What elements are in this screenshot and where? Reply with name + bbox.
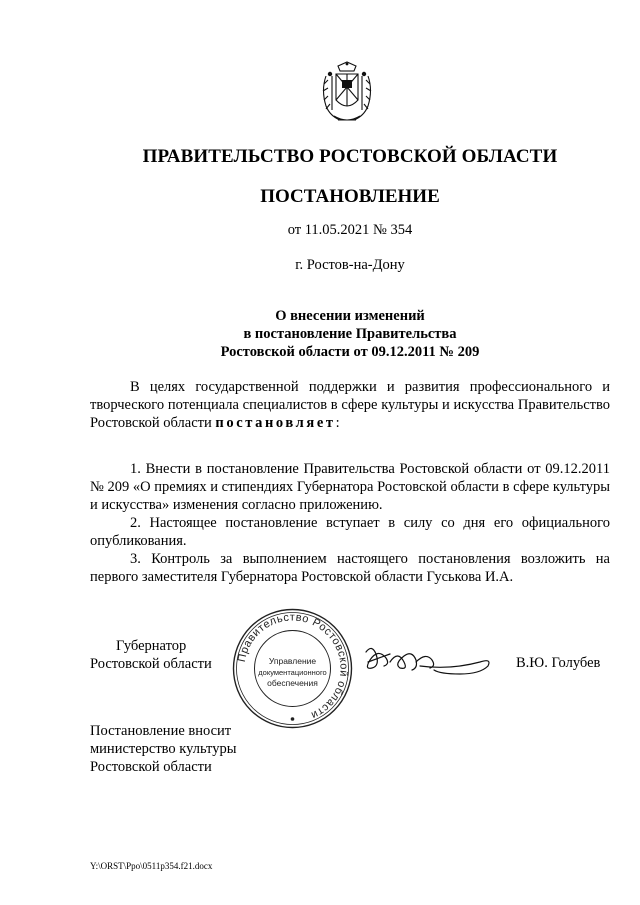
- government-title: ПРАВИТЕЛЬСТВО РОСТОВСКОЙ ОБЛАСТИ: [142, 146, 558, 167]
- preamble-text: В целях государственной поддержки и развития профессионального и творческого потенциала специалистов в сфере культуры и искусства Правительство Ростовской области: [90, 379, 610, 431]
- stamp-inner-line: обеспечения: [267, 678, 318, 688]
- resolution-item: 1. Внести в постановление Правительства Ростовской области от 09.12.2011 № 209 «О премиях и стипендиях Губернатора Ростовской области в сфере культуры и искусства» изменения согласно приложению.: [90, 461, 610, 513]
- resolution-items: [90, 460, 610, 586]
- subject-line: Ростовской области от 09.12.2011 № 209: [220, 344, 480, 360]
- introduced-by-line: министерство культуры: [90, 741, 237, 757]
- document-type: ПОСТАНОВЛЕНИЕ: [260, 186, 440, 207]
- official-stamp: [231, 607, 354, 730]
- signatory-position-line: Губернатор: [116, 638, 187, 654]
- introduced-by-line: Ростовской области: [90, 759, 212, 775]
- stamp-inner-line: Управление: [268, 656, 317, 666]
- preamble-emphasis: постановляет: [215, 415, 336, 431]
- subject-line: в постановление Правительства: [243, 326, 457, 342]
- resolution-item: 2. Настоящее постановление вступает в силу со дня его официального опубликования.: [90, 515, 610, 549]
- document-date-number: от 11.05.2021 № 354: [287, 222, 413, 238]
- introduced-by: [90, 722, 236, 776]
- resolution-item: 3. Контроль за выполнением настоящего постановления возложить на первого заместителя Губернатора Ростовской области Гуськова И.А.: [90, 551, 610, 585]
- document-city: г. Ростов-на-Дону: [295, 257, 405, 273]
- handwritten-signature: [360, 640, 495, 680]
- signatory-name: В.Ю. Голубев: [516, 655, 601, 671]
- stamp-inner-line: документационного: [258, 668, 327, 677]
- stamp-outer-text: Правительство Ростовской области: [235, 611, 350, 722]
- svg-text:Правительство Ростовской облас: [236, 611, 350, 721]
- preamble-end: :: [335, 415, 340, 431]
- file-path-footer: Y:\ORST\Ppo\0511p354.f21.docx: [90, 861, 213, 871]
- signatory-position: [90, 637, 212, 673]
- subject-line: О внесении изменений: [275, 308, 425, 324]
- signatory-position-line: Ростовской области: [90, 656, 212, 672]
- coat-of-arms-emblem: [318, 60, 376, 126]
- introduced-by-line: Постановление вносит: [90, 723, 232, 739]
- preamble-paragraph: [90, 378, 610, 432]
- document-subject: [0, 307, 640, 361]
